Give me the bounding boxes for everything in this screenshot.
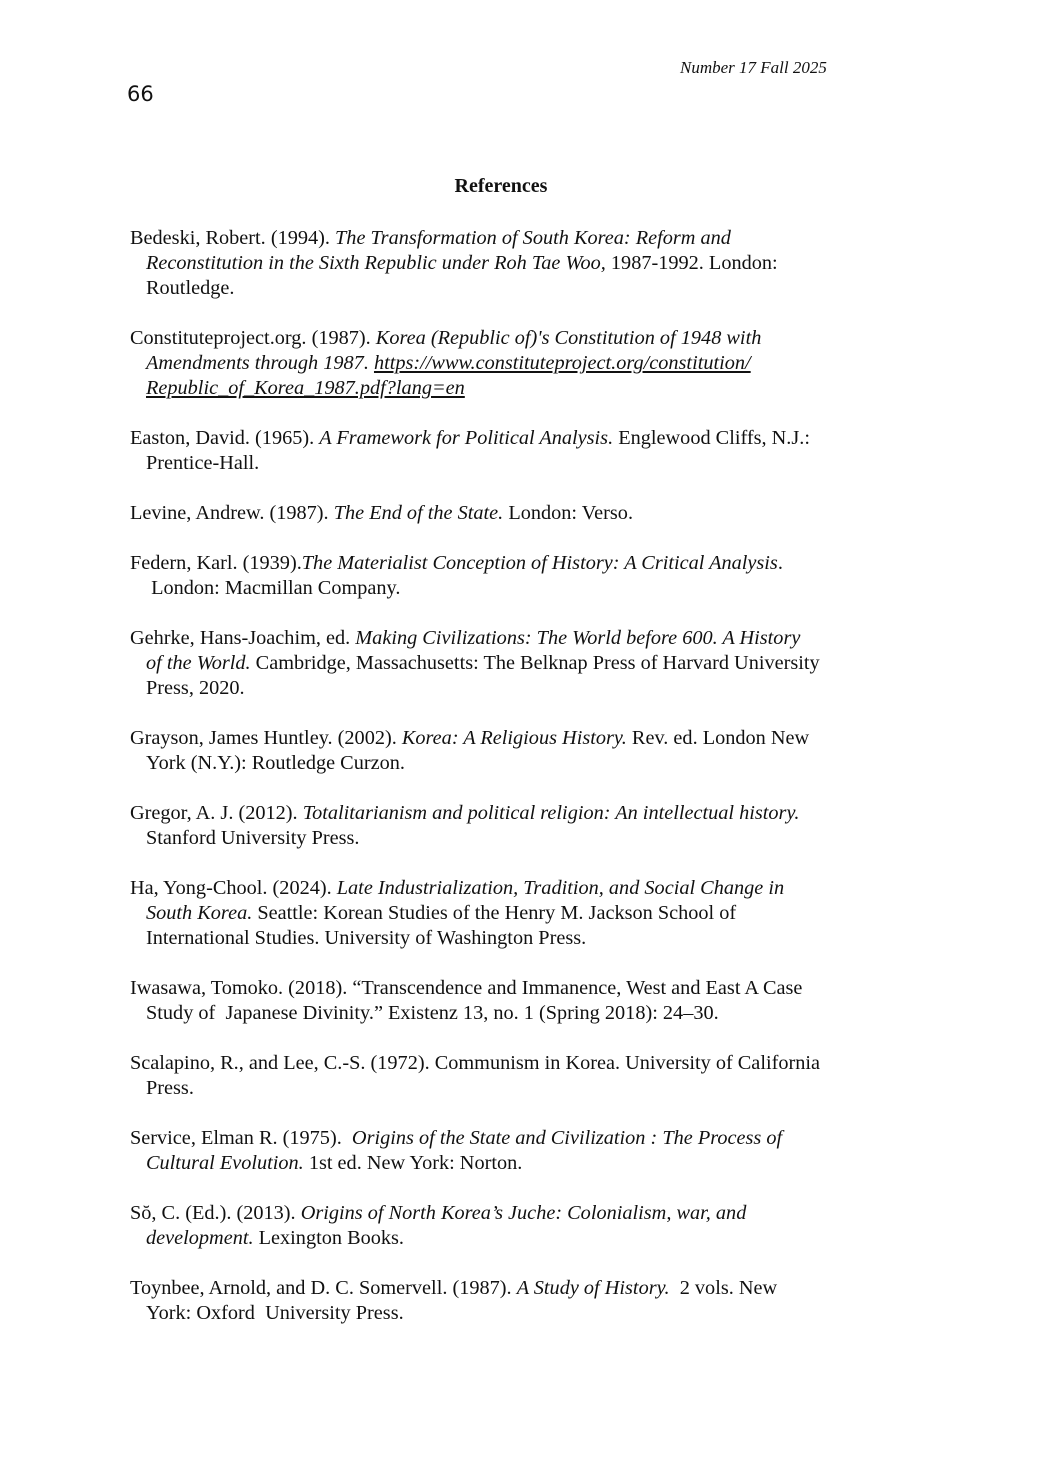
reference-text: Gehrke, Hans-Joachim, ed. (130, 627, 356, 649)
reference-text: Scalapino, R., and Lee, C.-S. (1972). Communism in Korea. University of California (130, 1052, 821, 1074)
reference-text: Routledge. (146, 277, 235, 299)
reference-text: Ha, Yong-Chool. (2024). (130, 877, 337, 899)
reference-line (130, 1151, 930, 1176)
reference-line (130, 1126, 930, 1151)
reference-line (130, 551, 930, 576)
reference-list (130, 226, 930, 1351)
reference-title: South Korea. (146, 902, 253, 924)
section-title: References (454, 175, 548, 197)
reference-text: Rev. ed. London New (626, 727, 810, 749)
reference-title: development. (146, 1227, 254, 1249)
reference-text: Constituteproject.org. (1987). (130, 327, 376, 349)
reference-text: Seattle: Korean Studies of the Henry M. Jackson School of (252, 902, 737, 924)
reference-entry (130, 1276, 930, 1326)
reference-title: Making Civilizations: The World before 600. A History (355, 627, 801, 649)
reference-entry (130, 1051, 930, 1101)
reference-line (130, 626, 930, 651)
reference-title: of the World. (146, 652, 251, 674)
reference-text: Service, Elman R. (1975). (130, 1127, 352, 1149)
reference-text: Prentice-Hall. (146, 452, 260, 474)
reference-entry (130, 801, 930, 851)
reference-text: Cambridge, Massachusetts: The Belknap Press of Harvard University (250, 652, 820, 674)
reference-text: Press, 2020. (146, 677, 245, 699)
reference-line (130, 976, 930, 1001)
reference-text: 1987-1992. London: (605, 252, 778, 274)
reference-line (130, 1076, 930, 1101)
reference-line (130, 376, 930, 401)
reference-entry (130, 876, 930, 951)
reference-link[interactable]: https://www.constituteproject.org/constitution/ (373, 352, 751, 374)
reference-entry (130, 326, 930, 401)
reference-text: Study of Japanese Divinity.” Existenz 13, no. 1 (Spring 2018): 24–30. (146, 1002, 719, 1024)
reference-line (130, 251, 930, 276)
reference-text: Lexington Books. (253, 1227, 404, 1249)
reference-title: Reconstitution in the Sixth Republic under Roh Tae Woo, (146, 252, 606, 274)
reference-title: The Materialist Conception of History: A Critical Analysis (301, 552, 778, 574)
reference-line (130, 426, 930, 451)
reference-line (130, 876, 930, 901)
reference-line (130, 501, 930, 526)
reference-entry (130, 226, 930, 301)
reference-entry (130, 1126, 930, 1176)
reference-line (130, 451, 930, 476)
reference-entry (130, 426, 930, 476)
reference-text: Federn, Karl. (1939). (130, 552, 302, 574)
reference-line (130, 1051, 930, 1076)
reference-title: Origins of North Korea’s Juche: Colonialism, war, and (300, 1202, 747, 1224)
reference-title: Late Industrialization, Tradition, and Social Change in (336, 877, 785, 899)
reference-line (130, 1201, 930, 1226)
reference-line (130, 651, 930, 676)
reference-entry (130, 976, 930, 1026)
reference-text: Toynbee, Arnold, and D. C. Somervell. (1987). (130, 1277, 517, 1299)
reference-text: Press. (146, 1077, 194, 1099)
reference-line (130, 351, 930, 376)
reference-entry (130, 726, 930, 776)
reference-text: London: Verso. (503, 502, 634, 524)
reference-title: The End of the State. (333, 502, 504, 524)
reference-line (130, 1001, 930, 1026)
reference-line (130, 1301, 930, 1326)
reference-line (130, 576, 930, 601)
reference-entry (130, 551, 930, 601)
reference-line (130, 326, 930, 351)
reference-text: Levine, Andrew. (1987). (130, 502, 334, 524)
reference-title: Origins of the State and Civilization : The Process of (351, 1127, 783, 1149)
reference-text: York (N.Y.): Routledge Curzon. (146, 752, 405, 774)
reference-line (130, 751, 930, 776)
reference-line (130, 801, 930, 826)
reference-title: Totalitarianism and political religion: An intellectual history. (302, 802, 800, 824)
reference-text: London: Macmillan Company. (146, 577, 401, 599)
reference-text: International Studies. University of Washington Press. (146, 927, 587, 949)
reference-text: 1st ed. New York: Norton. (303, 1152, 523, 1174)
reference-line (130, 676, 930, 701)
reference-line (130, 1276, 930, 1301)
reference-line (130, 226, 930, 251)
reference-line (130, 1226, 930, 1251)
reference-line (130, 901, 930, 926)
reference-text: Sŏ, C. (Ed.). (2013). (130, 1202, 301, 1224)
reference-title: The Transformation of South Korea: Reform and (335, 227, 731, 249)
reference-title: A Framework for Political Analysis. (319, 427, 614, 449)
reference-line (130, 726, 930, 751)
reference-title: Korea (Republic of)'s Constitution of 1948 with (375, 327, 762, 349)
reference-title: Cultural Evolution. (146, 1152, 304, 1174)
page-number: 66 (127, 82, 154, 106)
reference-text: Englewood Cliffs, N.J.: (613, 427, 810, 449)
reference-text: 2 vols. New (669, 1277, 778, 1299)
reference-text: York: Oxford University Press. (146, 1302, 404, 1324)
reference-text: Gregor, A. J. (2012). (130, 802, 303, 824)
reference-entry (130, 501, 930, 526)
reference-text: Bedeski, Robert. (1994). (130, 227, 336, 249)
reference-line (130, 926, 930, 951)
reference-link[interactable]: Republic_of_Korea_1987.pdf?lang=en (146, 377, 465, 399)
reference-line (130, 276, 930, 301)
reference-text: Grayson, James Huntley. (2002). (130, 727, 402, 749)
reference-entry (130, 626, 930, 701)
reference-text: Stanford University Press. (146, 827, 360, 849)
running-head: Number 17 Fall 2025 (680, 58, 827, 77)
reference-text: Easton, David. (1965). (130, 427, 320, 449)
reference-line (130, 826, 930, 851)
reference-text: Iwasawa, Tomoko. (2018). “Transcendence and Immanence, West and East A Case (130, 977, 803, 999)
reference-title: Amendments through 1987. (146, 352, 374, 374)
reference-text: . (777, 552, 783, 574)
reference-title: A Study of History. (516, 1277, 670, 1299)
reference-entry (130, 1201, 930, 1251)
reference-title: Korea: A Religious History. (401, 727, 627, 749)
